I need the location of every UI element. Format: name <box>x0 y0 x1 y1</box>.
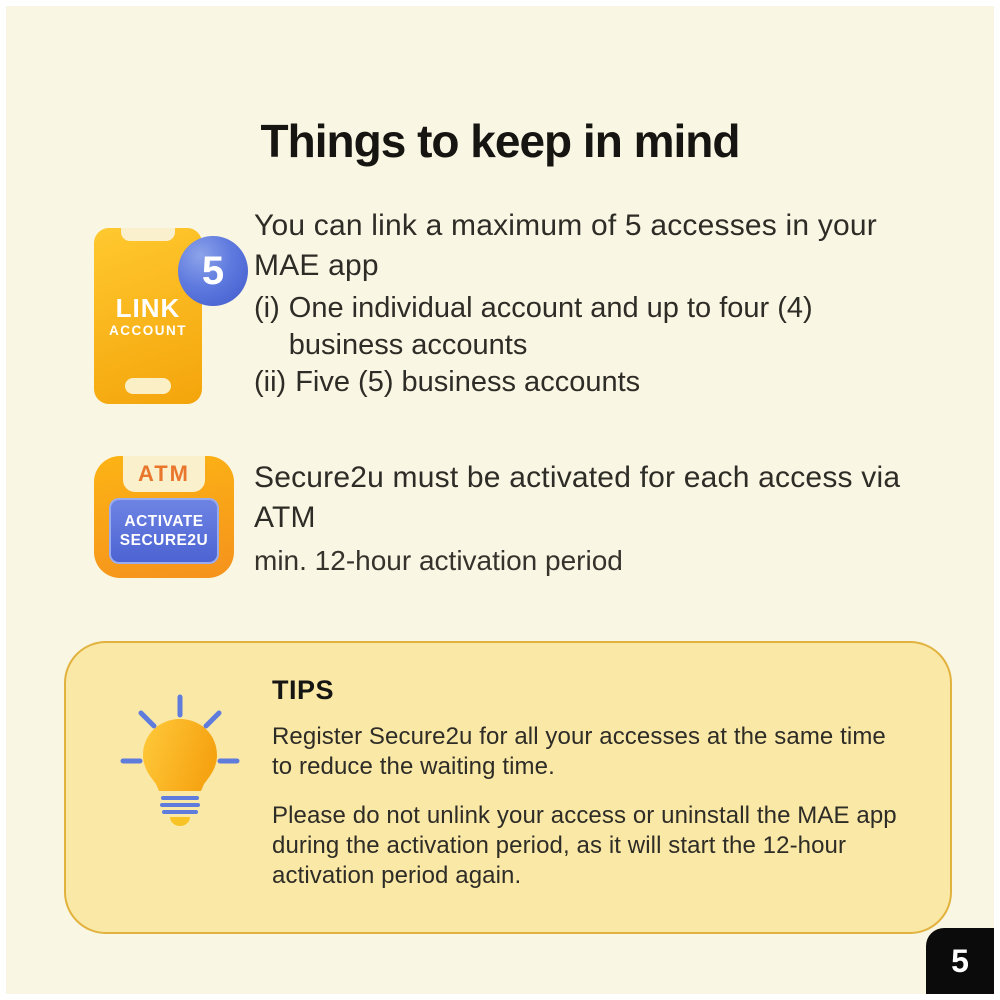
item-text: Five (5) business accounts <box>295 366 641 398</box>
phone-label-line2: ACCOUNT <box>109 323 187 338</box>
item-marker: (ii) <box>254 366 287 398</box>
count-badge: 5 <box>178 236 248 306</box>
atm-screen-line1: ACTIVATE <box>124 513 204 530</box>
section1-lead: You can link a maximum of 5 accesses in your MAE app <box>254 209 877 282</box>
page-background <box>6 6 994 994</box>
item-text: One individual account and up to four (4) business accounts <box>288 292 813 361</box>
item-marker: (i) <box>254 292 280 324</box>
atm-screen <box>109 498 219 564</box>
section-link-accounts <box>254 206 919 401</box>
tips-paragraph: Register Secure2u for all your accesses at the same time to reduce the waiting time. <box>272 723 886 780</box>
page-title: Things to keep in mind <box>260 115 740 167</box>
lightbulb-icon <box>114 675 272 932</box>
tips-content <box>272 675 910 932</box>
section2-lead: Secure2u must be activated for each access via ATM <box>254 461 901 534</box>
list-item <box>254 290 919 364</box>
phone-screen-label <box>94 294 202 339</box>
atm-icon <box>94 456 234 578</box>
section-secure2u <box>254 458 904 579</box>
tips-box <box>64 641 952 934</box>
phone-notch <box>121 228 175 241</box>
page-number-badge: 5 <box>926 928 994 994</box>
tips-heading: TIPS <box>272 675 335 705</box>
tips-paragraph: Please do not unlink your access or uninstall the MAE app during the activation period, as it will start the 12-hour activation period again. <box>272 802 897 889</box>
phone-home-button <box>125 378 171 394</box>
phone-label-line1: LINK <box>115 293 181 323</box>
section2-note: min. 12-hour activation period <box>254 545 623 576</box>
section1-items <box>254 290 919 401</box>
atm-tab-label: ATM <box>123 456 205 492</box>
list-item <box>254 364 919 401</box>
atm-screen-line2: SECURE2U <box>119 532 209 549</box>
